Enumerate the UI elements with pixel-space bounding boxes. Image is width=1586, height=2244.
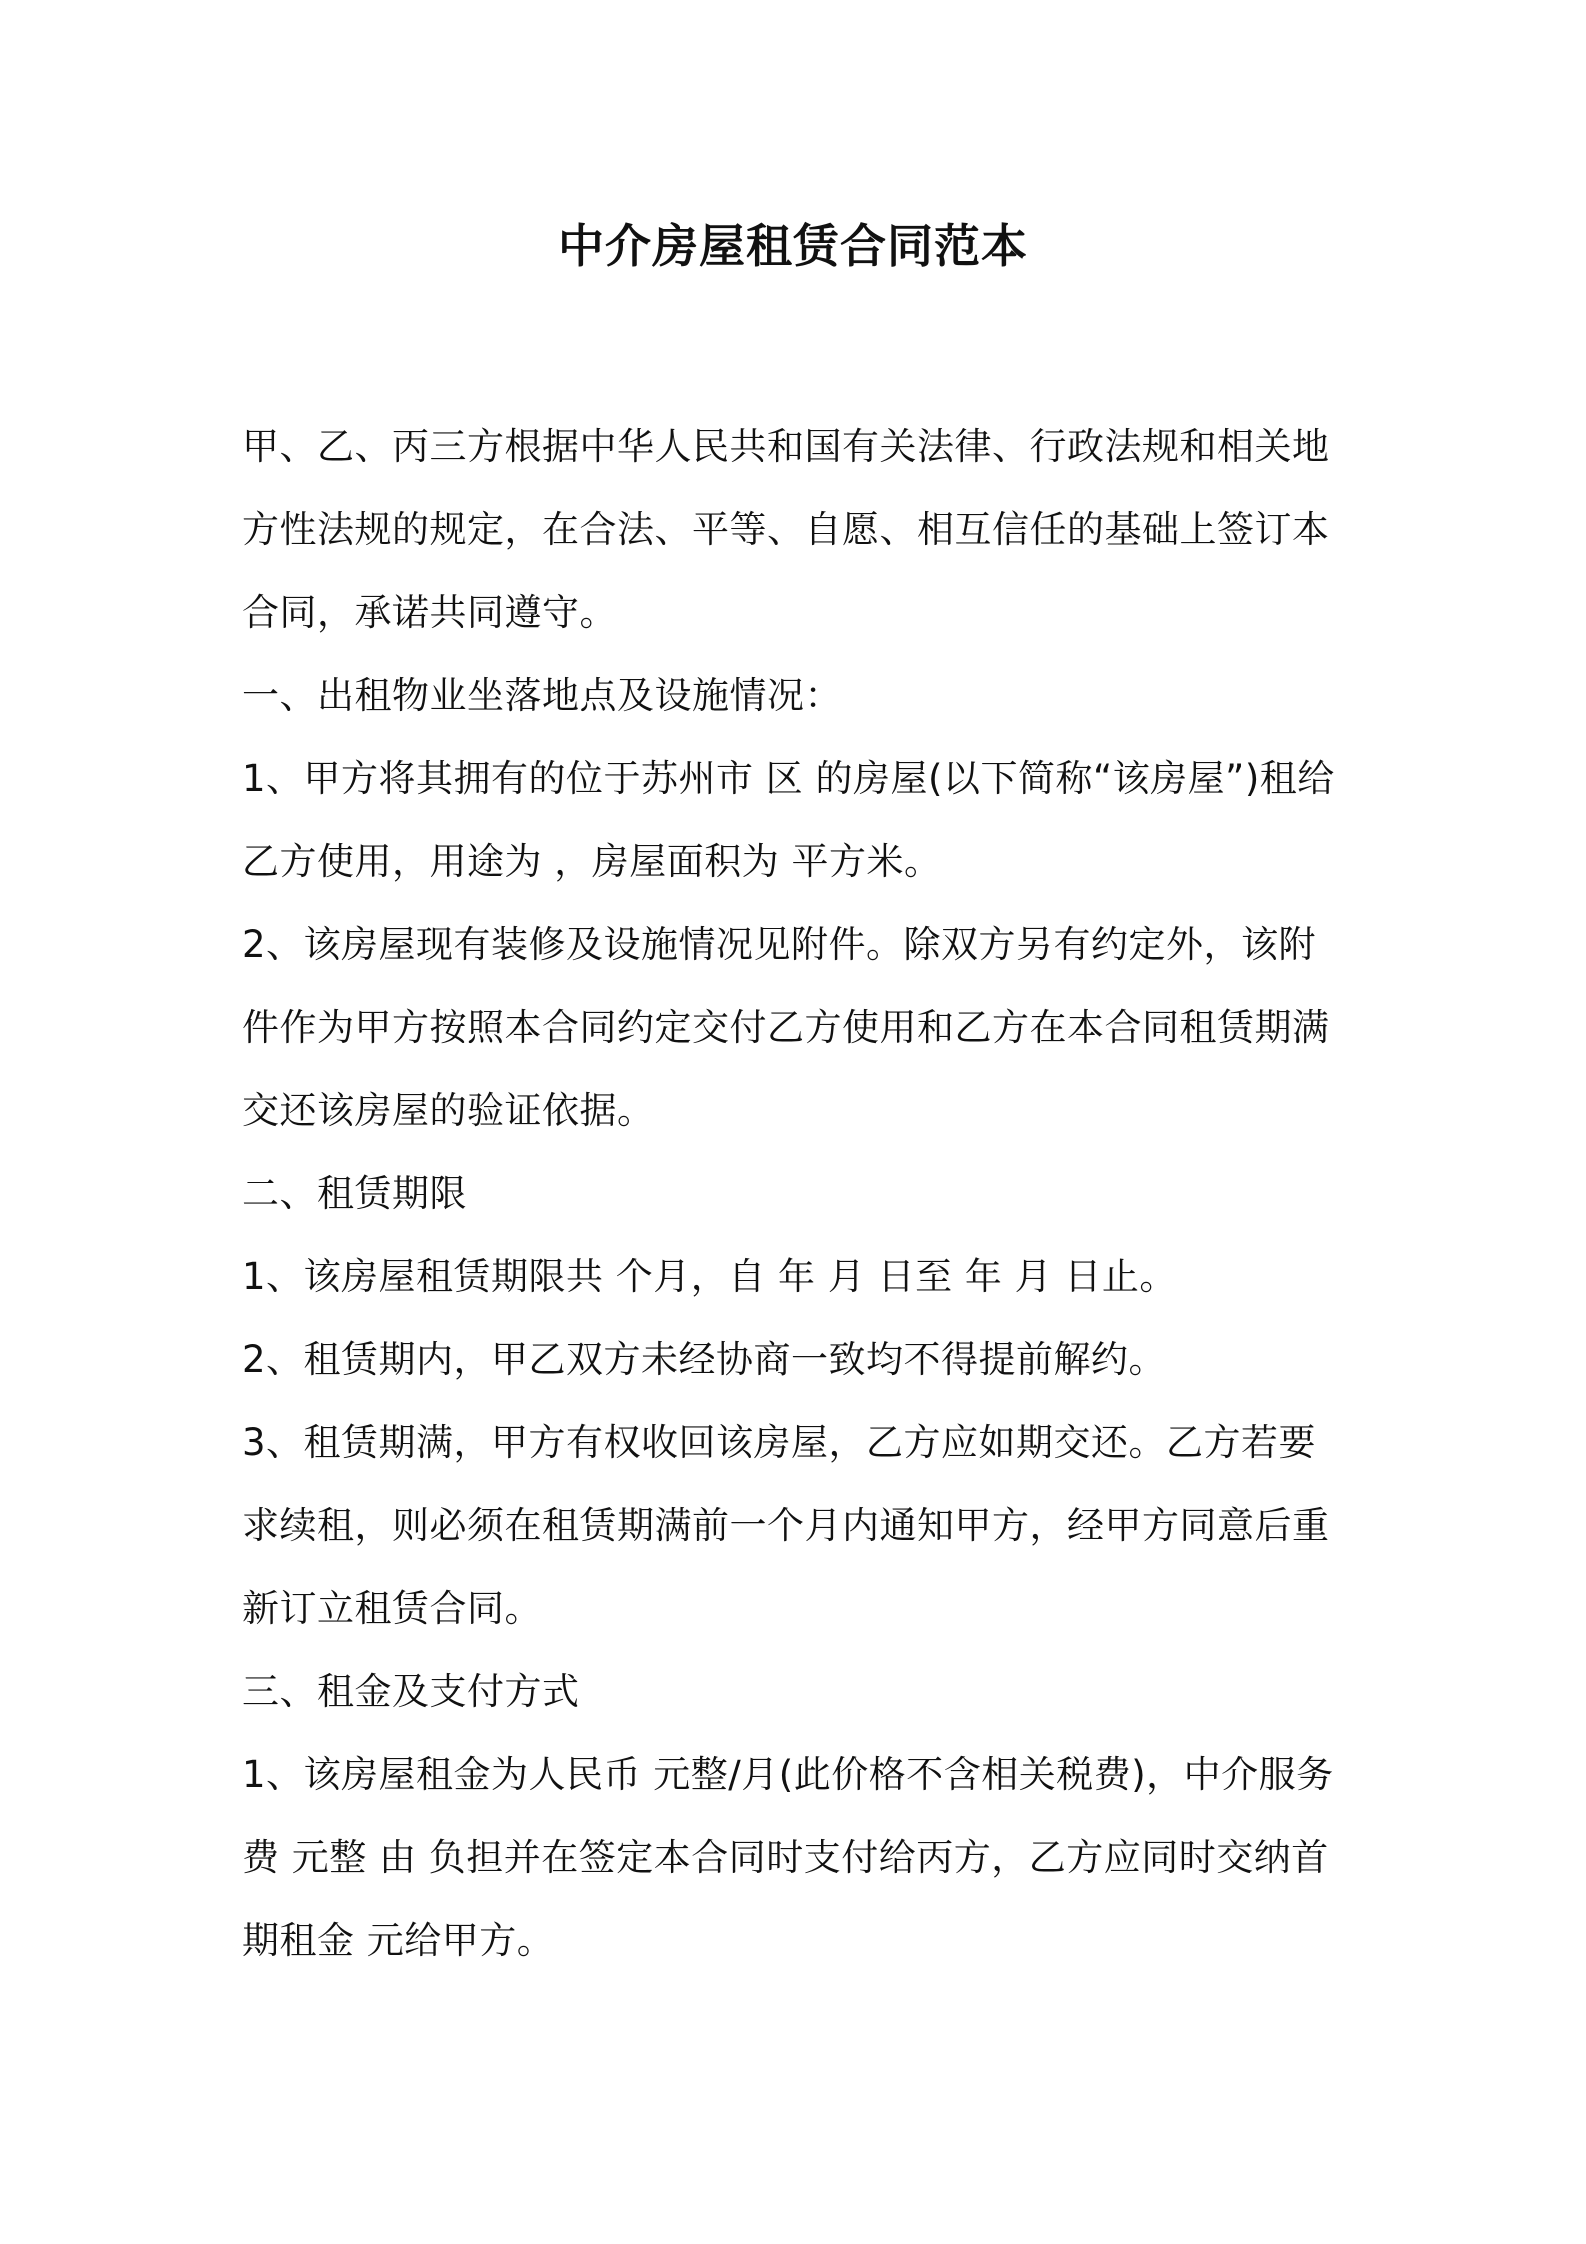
clause-2-3: 3、租赁期满，甲方有权收回该房屋，乙方应如期交还。乙方若要求续租，则必须在租赁期满前一个月内通知甲方，经甲方同意后重新订立租赁合同。 [242, 1421, 1330, 1630]
clause-2-1: 1、该房屋租赁期限共 个月，自 年 月 日至 年 月 日止。 [242, 1255, 1177, 1298]
section-heading-2: 二、租赁期限 [242, 1172, 467, 1215]
clause-2-2: 2、租赁期内，甲乙双方未经协商一致均不得提前解约。 [242, 1338, 1167, 1381]
clause-1-1: 1、甲方将其拥有的位于苏州市 区 的房屋(以下简称“该房屋”)租给乙方使用，用途为 ，房屋面积为 平方米。 [242, 757, 1335, 883]
clause-1-2: 2、该房屋现有装修及设施情况见附件。除双方另有约定外，该附件作为甲方按照本合同约定交付乙方使用和乙方在本合同租赁期满交还该房屋的验证依据。 [242, 923, 1330, 1132]
section-heading-1: 一、出租物业坐落地点及设施情况： [242, 674, 842, 717]
clause-3-1: 1、该房屋租金为人民币 元整/月(此价格不含相关税费)，中介服务费 元整 由 负担并在签定本合同时支付给丙方，乙方应同时交纳首期租金 元给甲方。 [242, 1753, 1334, 1962]
document-body [242, 405, 1352, 1982]
section-heading-3: 三、租金及支付方式 [242, 1670, 580, 1713]
preamble-paragraph: 甲、乙、丙三方根据中华人民共和国有关法律、行政法规和相关地方性法规的规定，在合法、平等、自愿、相互信任的基础上签订本合同，承诺共同遵守。 [242, 425, 1330, 634]
document-title: 中介房屋租赁合同范本 [558, 219, 1028, 273]
